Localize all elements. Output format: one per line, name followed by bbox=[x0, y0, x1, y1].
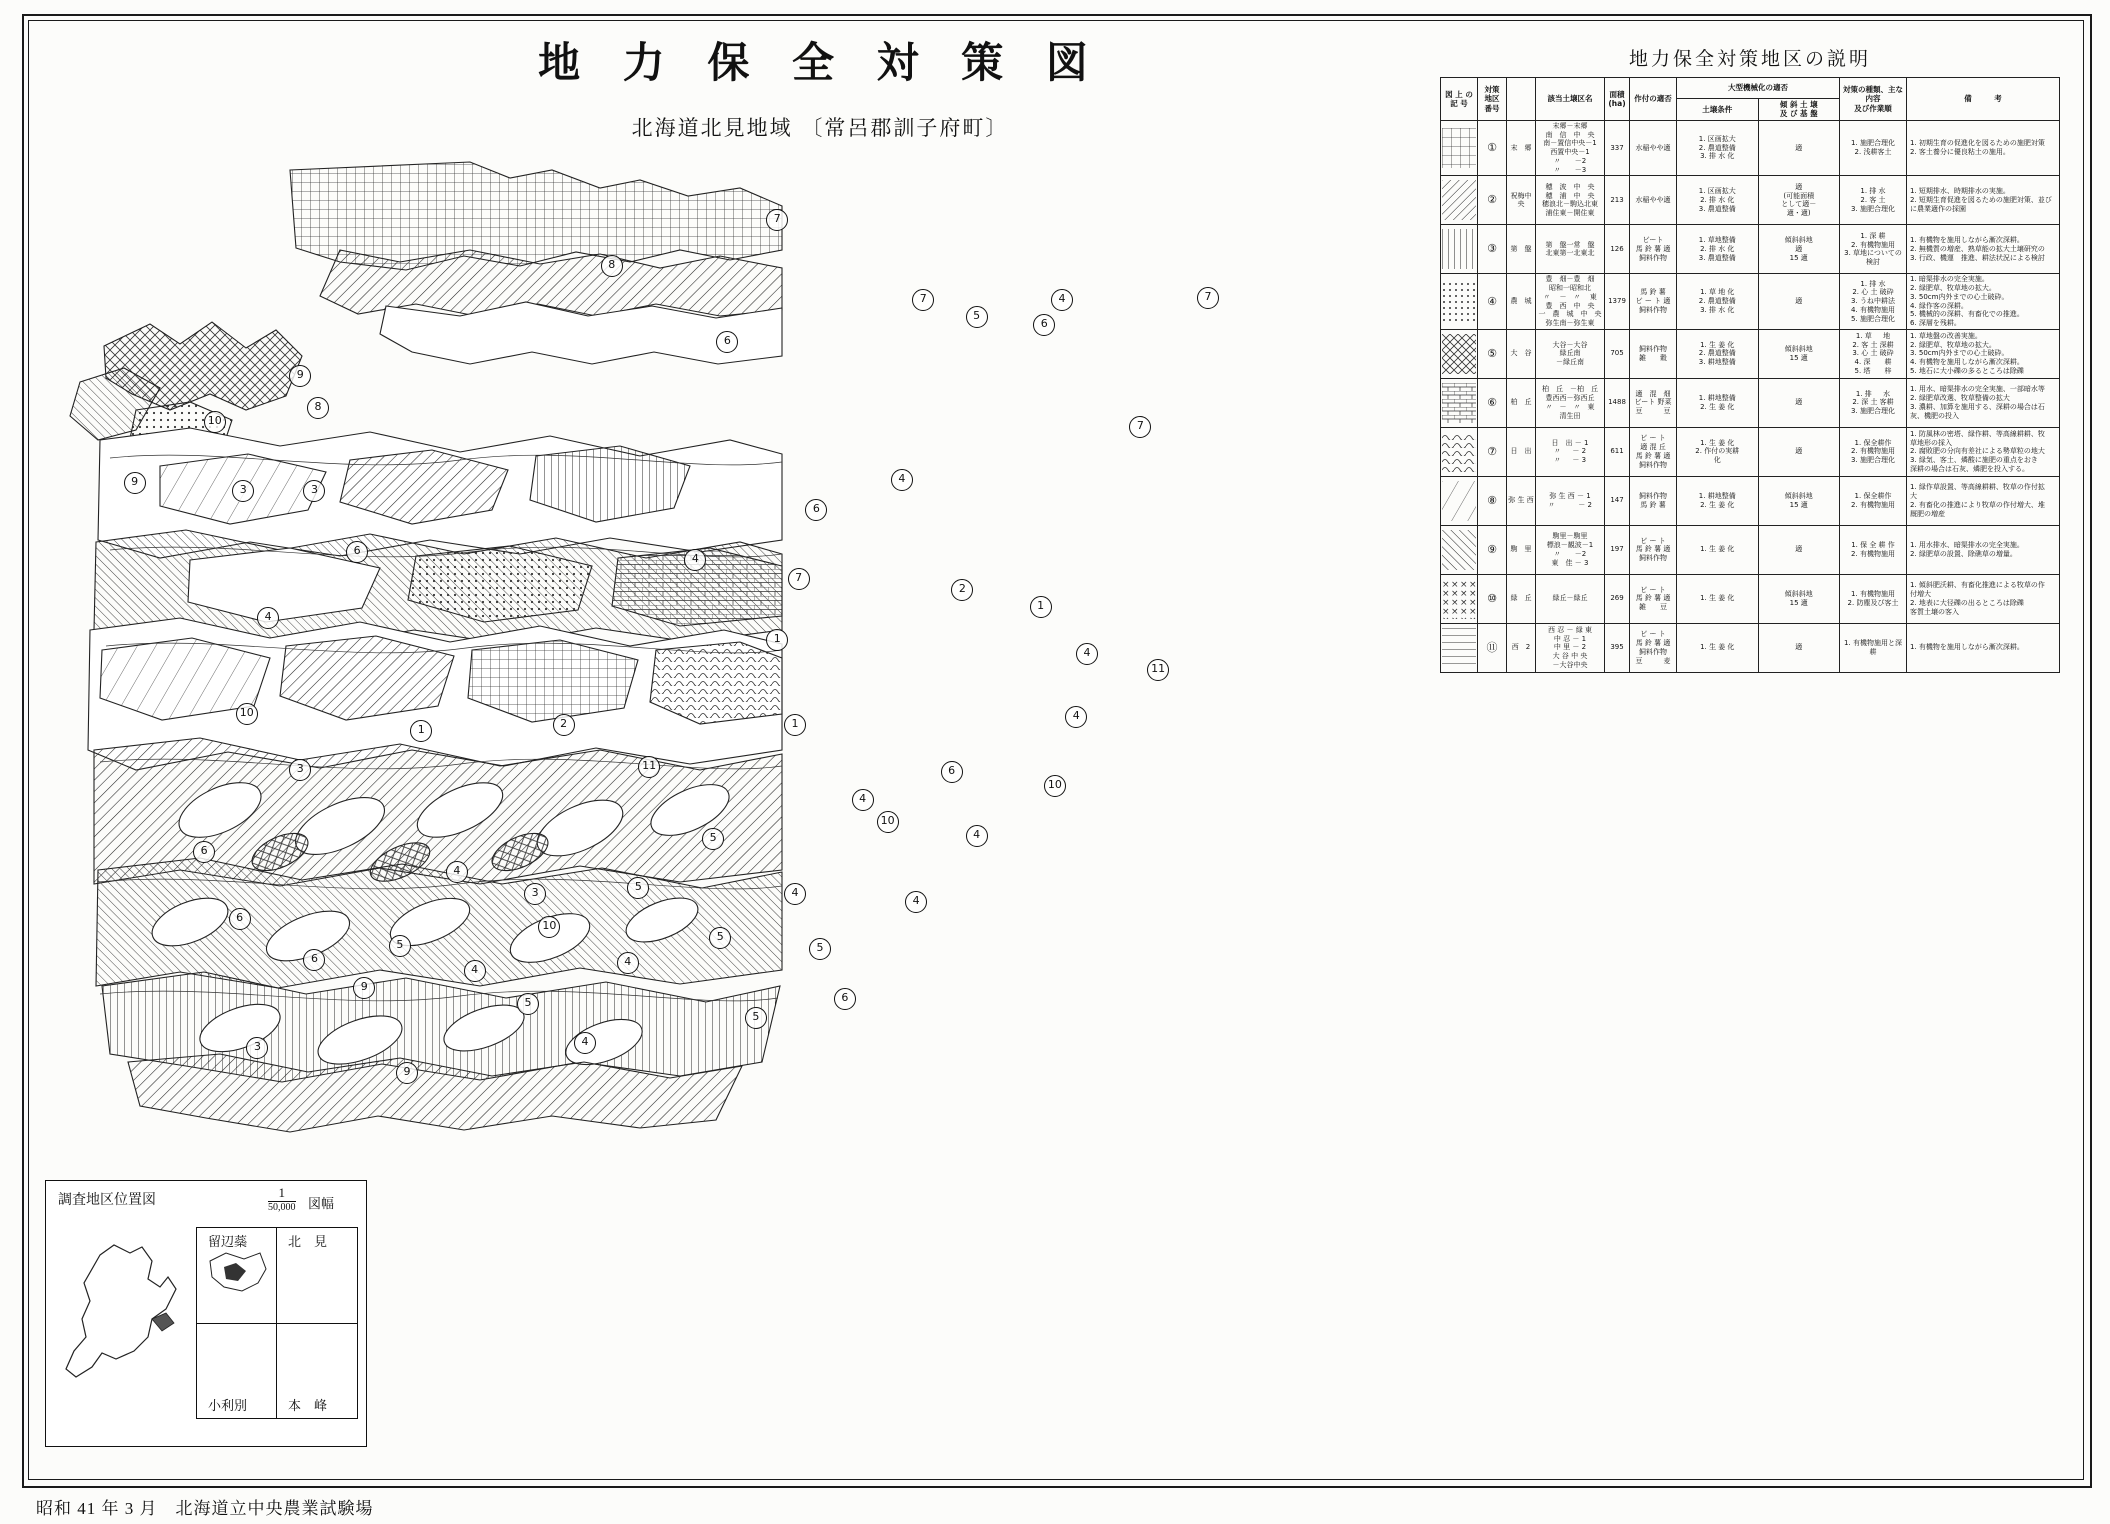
legend-row bbox=[1441, 225, 2060, 274]
legend-pattern-swatch bbox=[1441, 176, 1478, 225]
legend-crop-suitability: ビ ー ト 適 混 丘 馬 鈴 薯 適 飼料作物 bbox=[1630, 427, 1677, 476]
legend-row bbox=[1441, 427, 2060, 476]
legend-measure: 1. 有機物施用 2. 防塵及び客土 bbox=[1840, 574, 1907, 623]
legend-topography: 適 bbox=[1758, 120, 1840, 176]
map-region-number: 9 bbox=[124, 472, 146, 494]
map-region-number: 5 bbox=[966, 306, 988, 328]
map-region-number: 9 bbox=[353, 977, 375, 999]
legend-district-name: 緑 丘 bbox=[1507, 574, 1536, 623]
legend-soil-condition: 1. 区画拡大 2. 農道整備 3. 排 水 化 bbox=[1677, 120, 1759, 176]
map-region-number: 4 bbox=[905, 891, 927, 913]
legend-pattern-swatch bbox=[1441, 329, 1478, 378]
legend-measure: 1. 保全耕作 2. 有機物施用 3. 施肥合理化 bbox=[1840, 427, 1907, 476]
legend-soil-districts: 豊 畑－豊 畑 昭和一昭和北 〃 － 〃 東 豊 西 中 央 一 農 城 中 央 弥生南－弥生東 bbox=[1536, 274, 1605, 330]
legend-remarks: 1. 傾斜肥沃耕、有畜化推進による牧草の作 付増大 2. 地表に大径礫の出るところは除礫 客質土壌の客入 bbox=[1907, 574, 2060, 623]
legend-soil-districts: 弥 生 西 － 1 〃 － 2 bbox=[1536, 476, 1605, 525]
map-region-number: 4 bbox=[684, 549, 706, 571]
page-title: 地 力 保 全 対 策 図 bbox=[538, 38, 1102, 87]
soil-conservation-map bbox=[40, 110, 1420, 1150]
legend-remarks: 1. 防風林の密塔、緑作耕、等高線耕耕、牧 草地形の採入 2. 腐敗肥の分向有差社による勢草粒の地大 3. 緑気、客土、燐酸に施肥の重点をおき 深耕の場合は石灰、燐肥を投入する。 bbox=[1907, 427, 2060, 476]
legend-area: 611 bbox=[1605, 427, 1630, 476]
map-region-number: 6 bbox=[346, 541, 368, 563]
legend-topography: 適 bbox=[1758, 623, 1840, 672]
map-region-number: 3 bbox=[303, 480, 325, 502]
legend-crop-suitability: 適 混 畑 ビート 野菜 豆 豆 bbox=[1630, 378, 1677, 427]
scale-numerator: 1 bbox=[268, 1185, 296, 1202]
legend-topography: 適 bbox=[1758, 274, 1840, 330]
legend-index: ① bbox=[1478, 120, 1507, 176]
locator-map bbox=[56, 1227, 356, 1432]
legend-topography: 適 bbox=[1758, 525, 1840, 574]
legend-index: ⑤ bbox=[1478, 329, 1507, 378]
scale-denominator: 50,000 bbox=[268, 1202, 296, 1213]
map-region-number: 5 bbox=[389, 935, 411, 957]
legend-pattern-swatch bbox=[1441, 476, 1478, 525]
legend-remarks: 1. 初期生育の促進化を図るための施肥対策 2. 客土養分に優良粘土の施用。 bbox=[1907, 120, 2060, 176]
map-region-number: 6 bbox=[303, 949, 325, 971]
map-region-number: 4 bbox=[784, 883, 806, 905]
legend-soil-districts: 第 盤一常 盤 北東第一北東北 bbox=[1536, 225, 1605, 274]
legend-soil-districts: 柏 丘 －柏 丘 豊西西－弥西丘 〃 － 〃 東 清生田 bbox=[1536, 378, 1605, 427]
legend-crop-suitability: 馬 鈴 薯 ビ ー ト 適 飼料作物 bbox=[1630, 274, 1677, 330]
map-region-number: 6 bbox=[1033, 314, 1055, 336]
map-region-number: 1 bbox=[766, 629, 788, 651]
map-region-number: 10 bbox=[236, 703, 258, 725]
legend-topography: 傾斜斜地 15 適 bbox=[1758, 574, 1840, 623]
legend-measure: 1. 有機物施用と深耕 bbox=[1840, 623, 1907, 672]
legend-area: 395 bbox=[1605, 623, 1630, 672]
legend-topography: 傾斜斜地 15 適 bbox=[1758, 476, 1840, 525]
legend-area: 213 bbox=[1605, 176, 1630, 225]
map-region-number: 4 bbox=[1076, 643, 1098, 665]
locator-scale bbox=[268, 1185, 296, 1213]
col-name bbox=[1507, 78, 1536, 121]
legend-measure: 1. 保全耕作 2. 有機物施用 bbox=[1840, 476, 1907, 525]
map-region-number: 5 bbox=[517, 993, 539, 1015]
legend-row bbox=[1441, 274, 2060, 330]
map-region-number: 4 bbox=[1051, 289, 1073, 311]
legend-pattern-swatch bbox=[1441, 274, 1478, 330]
map-region-number: 4 bbox=[464, 960, 486, 982]
map-region-number: 10 bbox=[877, 811, 899, 833]
map-region-number: 10 bbox=[1044, 775, 1066, 797]
map-region-number: 4 bbox=[966, 825, 988, 847]
legend-area: 197 bbox=[1605, 525, 1630, 574]
map-region-number: 5 bbox=[627, 877, 649, 899]
col-soil-condition: 土壌条件 bbox=[1677, 99, 1759, 121]
legend-crop-suitability: ビ ー ト 馬 鈴 薯 適 雑 豆 bbox=[1630, 574, 1677, 623]
legend-remarks: 1. 暗渠排水の完全実施。 2. 緑肥草、牧草地の拡大。 3. 50cm内外までの心土破砕。 4. 緑作客の深耕。 5. 機械的の深耕、有畜化での推進。 6. 深層を残耕。 bbox=[1907, 274, 2060, 330]
legend-measure: 1. 施肥合理化 2. 浅耕客土 bbox=[1840, 120, 1907, 176]
legend-topography: 適 bbox=[1758, 378, 1840, 427]
legend-row bbox=[1441, 525, 2060, 574]
legend-soil-condition: 1. 生 姜 化 bbox=[1677, 574, 1759, 623]
map-region-number: 4 bbox=[617, 952, 639, 974]
legend-soil-districts: 緑丘－緑丘 bbox=[1536, 574, 1605, 623]
map-region-number: 3 bbox=[246, 1037, 268, 1059]
legend-remarks: 1. 用水、暗渠排水の完全実施、一部暗水等 2. 緑肥草改選、牧草整備の拡大 3. 濃耕、加算を施用する、深耕の場合は石 灰、機肥の投入 bbox=[1907, 378, 2060, 427]
legend-index: ⑩ bbox=[1478, 574, 1507, 623]
col-district: 該当土壌区名 bbox=[1536, 78, 1605, 121]
legend-row bbox=[1441, 120, 2060, 176]
legend-panel bbox=[1440, 44, 2060, 673]
legend-index: ⑨ bbox=[1478, 525, 1507, 574]
map-region-number: 4 bbox=[574, 1032, 596, 1054]
map-graphic bbox=[40, 110, 1420, 1150]
map-region-number: 4 bbox=[257, 607, 279, 629]
legend-topography: 傾斜斜地 15 適 bbox=[1758, 329, 1840, 378]
legend-row bbox=[1441, 623, 2060, 672]
legend-index: ⑦ bbox=[1478, 427, 1507, 476]
legend-district-name: 駒 里 bbox=[1507, 525, 1536, 574]
legend-crop-suitability: 飼料作物 馬 鈴 薯 bbox=[1630, 476, 1677, 525]
legend-pattern-swatch bbox=[1441, 225, 1478, 274]
legend-area: 337 bbox=[1605, 120, 1630, 176]
legend-remarks: 1. 有機物を施用しながら漸次深耕。 bbox=[1907, 623, 2060, 672]
col-pattern: 図 上 の 記 号 bbox=[1441, 78, 1478, 121]
legend-measure: 1. 草 地 2. 客 土 深耕 3. 心 土 破砕 4. 深 耕 5. 塔 梓 bbox=[1840, 329, 1907, 378]
locator-title: 調査地区位置図 bbox=[58, 1193, 156, 1208]
legend-remarks: 1. 草地盤の改善実施。 2. 緑肥草、牧草地の拡大。 3. 50cm内外までの心土破砕。 4. 有機物を施用しながら漸次深耕。 5. 地石に大小礫の多るところは除礫 bbox=[1907, 329, 2060, 378]
map-region-number: 4 bbox=[446, 861, 468, 883]
legend-measure: 1. 保 全 耕 作 2. 有機物施用 bbox=[1840, 525, 1907, 574]
legend-crop-suitability: ビ ー ト 馬 鈴 薯 適 飼料作物 bbox=[1630, 525, 1677, 574]
legend-soil-condition: 1. 生 姜 化 2. 農道整備 3. 耕地整備 bbox=[1677, 329, 1759, 378]
col-crop: 作付の適否 bbox=[1630, 78, 1677, 121]
legend-soil-condition: 1. 区画拡大 2. 排 水 化 3. 農道整備 bbox=[1677, 176, 1759, 225]
legend-district-name: 大 谷 bbox=[1507, 329, 1536, 378]
locator-sheet-name: 小利別 bbox=[208, 1398, 248, 1413]
legend-soil-condition: 1. 草 地 化 2. 農道整備 3. 排 水 化 bbox=[1677, 274, 1759, 330]
map-region-number: 6 bbox=[716, 331, 738, 353]
legend-pattern-swatch bbox=[1441, 427, 1478, 476]
map-region-number: 2 bbox=[951, 579, 973, 601]
map-region-number: 6 bbox=[941, 761, 963, 783]
map-region-number: 5 bbox=[709, 927, 731, 949]
legend-remarks: 1. 緑作草設置、等高線耕耕、牧草の作付拡 大 2. 有畜化の推進により牧草の作付増大、堆 厩肥の増産 bbox=[1907, 476, 2060, 525]
legend-soil-districts: 西 忍 － 緑 東 中 忍 － 1 中 里 － 2 大 谷 中 央 －大谷中央 bbox=[1536, 623, 1605, 672]
legend-district-name: 西 2 bbox=[1507, 623, 1536, 672]
legend-index: ⑧ bbox=[1478, 476, 1507, 525]
legend-area: 147 bbox=[1605, 476, 1630, 525]
legend-index: ② bbox=[1478, 176, 1507, 225]
map-region-number: 7 bbox=[788, 568, 810, 590]
legend-soil-districts: 日 出 － 1 〃 － 2 〃 － 3 bbox=[1536, 427, 1605, 476]
legend-district-name: 日 出 bbox=[1507, 427, 1536, 476]
map-region-number: 10 bbox=[204, 411, 226, 433]
legend-district-name: 弥 生 西 bbox=[1507, 476, 1536, 525]
map-region-number: 1 bbox=[410, 720, 432, 742]
legend-soil-districts: 穂 波 中 央 穂 浦 中 央 穂浪北－駒込北東 浦住東－開住東 bbox=[1536, 176, 1605, 225]
legend-crop-suitability: ビート 馬 鈴 薯 適 飼料作物 bbox=[1630, 225, 1677, 274]
map-region-number: 6 bbox=[805, 499, 827, 521]
map-region-number: 8 bbox=[601, 255, 623, 277]
legend-index: ④ bbox=[1478, 274, 1507, 330]
map-region-number: 11 bbox=[1147, 659, 1169, 681]
legend-area: 1488 bbox=[1605, 378, 1630, 427]
legend-remarks: 1. 有機物を施用しながら漸次深耕。 2. 無機質の増産、熟草能の拡大土壌研究の 3. 行政、機運 推進、耕法状況による検討 bbox=[1907, 225, 2060, 274]
legend-district-name: 祝梅中央 bbox=[1507, 176, 1536, 225]
legend-crop-suitability: ビ ー ト 馬 鈴 薯 適 飼料作物 豆 麦 bbox=[1630, 623, 1677, 672]
legend-index: ③ bbox=[1478, 225, 1507, 274]
map-region-number: 5 bbox=[745, 1007, 767, 1029]
survey-area-shape-icon bbox=[202, 1247, 272, 1307]
legend-table bbox=[1440, 77, 2060, 673]
col-remarks: 備 考 bbox=[1907, 78, 2060, 121]
legend-district-name: 末 郷 bbox=[1507, 120, 1536, 176]
map-region-number: 7 bbox=[1197, 287, 1219, 309]
map-region-number: 3 bbox=[289, 759, 311, 781]
col-topography: 傾 斜 土 壌 及 び 基 盤 bbox=[1758, 99, 1840, 121]
legend-measure: 1. 深 耕 2. 有機物施用 3. 草地についての検討 bbox=[1840, 225, 1907, 274]
page-subtitle: 北海道北見地域 〔常呂郡訓子府町〕 bbox=[631, 116, 1009, 140]
legend-soil-condition: 1. 草地整備 2. 排 水 化 3. 農道整備 bbox=[1677, 225, 1759, 274]
map-region-number: 4 bbox=[852, 789, 874, 811]
locator-grid-col2 bbox=[276, 1227, 358, 1419]
legend-pattern-swatch bbox=[1441, 120, 1478, 176]
legend-soil-condition: 1. 耕地整備 2. 生 姜 化 bbox=[1677, 378, 1759, 427]
legend-pattern-swatch bbox=[1441, 574, 1478, 623]
map-region-number: 7 bbox=[1129, 416, 1151, 438]
legend-title: 地力保全対策地区の説明 bbox=[1628, 49, 1871, 70]
legend-crop-suitability: 飼料作物 雑 穀 bbox=[1630, 329, 1677, 378]
legend-soil-districts: 大谷－大谷 緑丘南 －緑丘南 bbox=[1536, 329, 1605, 378]
legend-index: ⑪ bbox=[1478, 623, 1507, 672]
legend-pattern-swatch bbox=[1441, 525, 1478, 574]
map-region-number: 6 bbox=[834, 988, 856, 1010]
legend-crop-suitability: 水稲やや適 bbox=[1630, 120, 1677, 176]
legend-row bbox=[1441, 574, 2060, 623]
map-region-number: 4 bbox=[891, 469, 913, 491]
footer-divider bbox=[22, 1486, 2088, 1487]
legend-area: 269 bbox=[1605, 574, 1630, 623]
legend-topography: 適 bbox=[1758, 427, 1840, 476]
legend-row bbox=[1441, 329, 2060, 378]
legend-district-name: 農 城 bbox=[1507, 274, 1536, 330]
legend-topography: 傾斜斜地 適 15 適 bbox=[1758, 225, 1840, 274]
map-region-number: 11 bbox=[638, 756, 660, 778]
map-region-number: 5 bbox=[702, 828, 724, 850]
map-region-number: 7 bbox=[766, 209, 788, 231]
col-measure: 対策の種類、主な内容 及び作業順 bbox=[1840, 78, 1907, 121]
legend-measure: 1. 排 水 2. 客 土 3. 施肥合理化 bbox=[1840, 176, 1907, 225]
legend-pattern-swatch bbox=[1441, 378, 1478, 427]
map-region-number: 4 bbox=[1065, 706, 1087, 728]
map-region-number: 6 bbox=[193, 841, 215, 863]
legend-pattern-swatch bbox=[1441, 623, 1478, 672]
col-index: 対策 地区 番号 bbox=[1478, 78, 1507, 121]
map-region-number: 3 bbox=[524, 883, 546, 905]
footer-credit: 昭和 41 年 3 月 北海道立中央農業試験場 bbox=[36, 1499, 374, 1518]
map-region-number: 5 bbox=[809, 938, 831, 960]
legend-area: 126 bbox=[1605, 225, 1630, 274]
map-region-number: 6 bbox=[229, 908, 251, 930]
col-area: 面積 (ha) bbox=[1605, 78, 1630, 121]
legend-measure: 1. 排 水 2. 心 土 破砕 3. うね中耕法 4. 有機物施用 5. 施肥合理化 bbox=[1840, 274, 1907, 330]
legend-district-name: 第 盤 bbox=[1507, 225, 1536, 274]
legend-row bbox=[1441, 176, 2060, 225]
legend-index: ⑥ bbox=[1478, 378, 1507, 427]
legend-soil-districts: 駒里－駒里 標浪－観波－1 〃 －2 東 佳 － 3 bbox=[1536, 525, 1605, 574]
map-region-number: 7 bbox=[912, 289, 934, 311]
locator-sheet-name: 北 見 bbox=[288, 1234, 328, 1249]
legend-row bbox=[1441, 378, 2060, 427]
col-group-improve: 大型機械化の適否 bbox=[1677, 78, 1840, 99]
legend-table-body bbox=[1441, 120, 2060, 672]
legend-soil-condition: 1. 耕地整備 2. 生 姜 化 bbox=[1677, 476, 1759, 525]
map-region-number: 9 bbox=[289, 365, 311, 387]
locator-sheet-name: 本 峰 bbox=[288, 1398, 328, 1413]
legend-soil-condition: 1. 生 姜 化 bbox=[1677, 525, 1759, 574]
legend-district-name: 柏 丘 bbox=[1507, 378, 1536, 427]
legend-soil-condition: 1. 生 姜 化 bbox=[1677, 623, 1759, 672]
map-region-number: 10 bbox=[538, 916, 560, 938]
map-region-number: 2 bbox=[553, 714, 575, 736]
legend-area: 705 bbox=[1605, 329, 1630, 378]
locator-sheet-name: 留辺蘂 bbox=[208, 1234, 248, 1249]
locator-scale-label: 図幅 bbox=[308, 1196, 335, 1211]
map-region-number: 9 bbox=[396, 1062, 418, 1084]
locator-inset bbox=[45, 1180, 367, 1447]
legend-row bbox=[1441, 476, 2060, 525]
map-region-number: 1 bbox=[784, 714, 806, 736]
legend-soil-districts: 末郷－末郷 南 信 中 央 南－置信中央－1 西置中央－1 〃 －2 〃 －3 bbox=[1536, 120, 1605, 176]
legend-measure: 1. 排 水 2. 深 土 客耕 3. 施肥合理化 bbox=[1840, 378, 1907, 427]
legend-topography: 適 (可能面積 として適－ 適・適) bbox=[1758, 176, 1840, 225]
legend-remarks: 1. 短期排水、時期排水の実施。 2. 短期生育促進を図るための施肥対策、並びに農業適作の採園 bbox=[1907, 176, 2060, 225]
legend-crop-suitability: 水稲やや適 bbox=[1630, 176, 1677, 225]
legend-soil-condition: 1. 生 姜 化 2. 作付の実耕 化 bbox=[1677, 427, 1759, 476]
legend-area: 1379 bbox=[1605, 274, 1630, 330]
map-region-number: 3 bbox=[232, 480, 254, 502]
legend-remarks: 1. 用水排水、暗渠排水の完全実施。 2. 緑肥草の設置、除礁草の増量。 bbox=[1907, 525, 2060, 574]
map-region-number: 1 bbox=[1030, 596, 1052, 618]
map-region-number: 8 bbox=[307, 397, 329, 419]
